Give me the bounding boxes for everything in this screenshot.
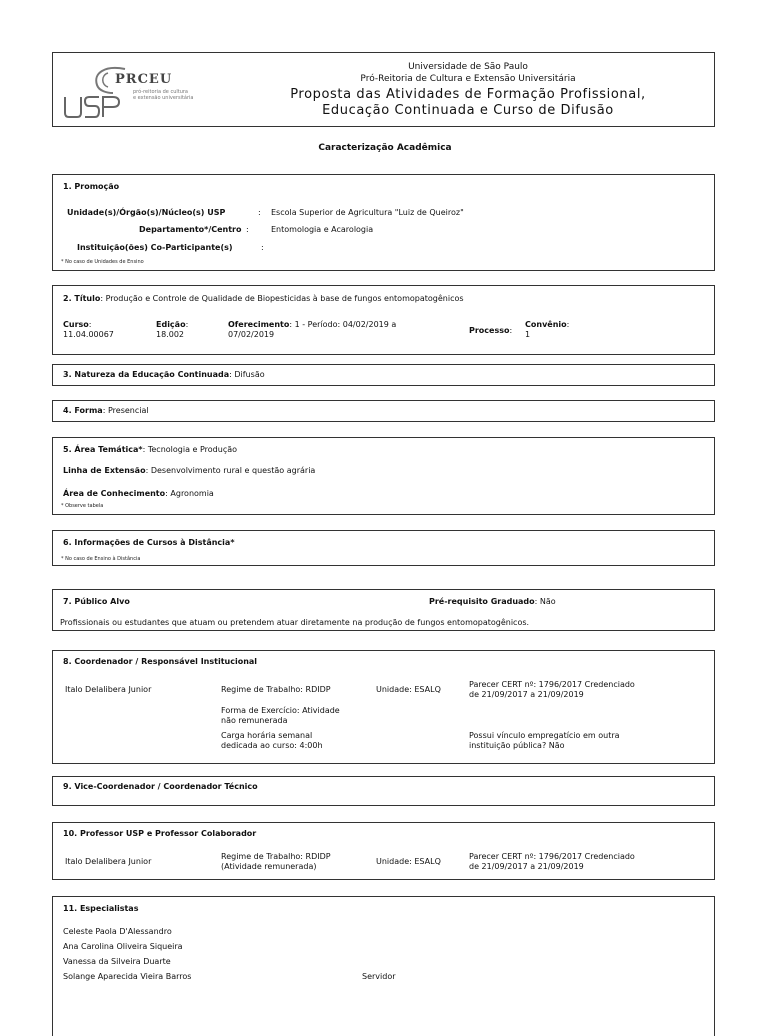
colon: : xyxy=(246,225,249,234)
vinculo-line2: instituição pública? Não xyxy=(469,741,565,750)
natureza-label: 3. Natureza da Educação Continuada xyxy=(63,370,230,379)
titulo-label: 2. Título xyxy=(63,294,101,303)
publico-text: Profissionais ou estudantes que atuam ou pretendem atuar diretamente na produção de fungos entomopatogênicos. xyxy=(60,618,530,627)
natureza-value: Difusão xyxy=(234,370,265,379)
header-box xyxy=(52,52,715,127)
convenio-field: Convênio: xyxy=(525,320,570,329)
document-title-line1: Proposta das Atividades de Formação Profissional, xyxy=(290,87,646,102)
forma-value: Presencial xyxy=(107,406,149,415)
conhecimento-label: Área de Conhecimento xyxy=(63,489,166,498)
titulo-line: 2. Título: Produção e Controle de Qualidade de Biopesticidas à base de fungos entomopatogênicos xyxy=(63,294,464,303)
titulo-value: Produção e Controle de Qualidade de Biopesticidas à base de fungos entomopatogênicos xyxy=(105,294,464,303)
section-vice-coordenador xyxy=(52,776,715,806)
university-name: Universidade de São Paulo xyxy=(408,62,528,72)
unidade: Unidade: ESALQ xyxy=(376,685,441,694)
forma-line: 4. Forma: Presencial xyxy=(63,406,149,415)
prereq-label: Pré-requisito Graduado xyxy=(429,597,535,606)
especialista-name: Solange Aparecida Vieira Barros xyxy=(63,972,192,981)
section-professor xyxy=(52,822,715,880)
edicao-label: Edição xyxy=(156,320,186,329)
professor-name: Italo Delalibera Junior xyxy=(65,857,152,866)
carga-horaria-line1: Carga horária semanal xyxy=(221,731,313,740)
section-natureza xyxy=(52,364,715,386)
departamento-value: Entomologia e Acarologia xyxy=(271,225,374,234)
especialista-name: Ana Carolina Oliveira Siqueira xyxy=(63,942,183,951)
section-promocao xyxy=(52,174,715,271)
logo-subtitle-1: pró-reitoria de cultura xyxy=(133,89,188,95)
regime-line1: Regime de Trabalho: RDIDP xyxy=(221,852,331,861)
parecer-line2: de 21/09/2017 a 21/09/2019 xyxy=(469,862,584,871)
conhecimento-line: Área de Conhecimento: Agronomia xyxy=(63,489,214,498)
logo-subtitle-2: e extensão universitária xyxy=(133,95,194,101)
section-especialistas xyxy=(52,896,715,1036)
conhecimento-value: Agronomia xyxy=(170,489,214,498)
edicao-field: Edição: xyxy=(156,320,189,329)
departamento-label: Departamento*/Centro xyxy=(139,225,242,234)
vinculo-line1: Possui vínculo empregatício em outra xyxy=(469,731,620,740)
footnote: * Observe tabela xyxy=(61,503,104,509)
prceu-logo xyxy=(63,59,233,121)
linha-line: Linha de Extensão: Desenvolvimento rural e questão agrária xyxy=(63,466,316,475)
prereq-value: Não xyxy=(539,597,556,606)
footnote: * No caso de Unidades de Ensino xyxy=(61,259,144,265)
linha-label: Linha de Extensão xyxy=(63,466,146,475)
section-title: 8. Coordenador / Responsável Institucional xyxy=(63,657,258,666)
linha-value: Desenvolvimento rural e questão agrária xyxy=(150,466,316,475)
unidade: Unidade: ESALQ xyxy=(376,857,441,866)
page-heading: Caracterização Acadêmica xyxy=(318,143,452,153)
coordenador-name: Italo Delalibera Junior xyxy=(65,685,152,694)
natureza-line: 3. Natureza da Educação Continuada: Difusão xyxy=(63,370,265,379)
forma-exercicio-line2: não remunerada xyxy=(221,716,288,725)
footnote: * No caso de Ensino à Distância xyxy=(61,556,141,562)
colon: : xyxy=(258,208,261,217)
section-forma xyxy=(52,400,715,422)
regime-line2: (Atividade remunerada) xyxy=(221,862,317,871)
section-publico-alvo xyxy=(52,589,715,631)
processo-field: Processo: xyxy=(469,326,513,335)
carga-horaria-line2: dedicada ao curso: 4:00h xyxy=(221,741,323,750)
unidade-label: Unidade(s)/Órgão(s)/Núcleo(s) USP xyxy=(67,208,226,217)
parecer-line2: de 21/09/2017 a 21/09/2019 xyxy=(469,690,584,699)
section-title: 1. Promoção xyxy=(63,182,120,191)
forma-label: 4. Forma xyxy=(63,406,103,415)
especialista-name: Celeste Paola D'Alessandro xyxy=(63,927,172,936)
section-coordenador xyxy=(52,650,715,764)
section-title: 7. Público Alvo xyxy=(63,597,130,606)
parecer-line1: Parecer CERT nº: 1796/2017 Credenciado xyxy=(469,852,635,861)
logo-text: PRCEU xyxy=(115,72,173,87)
processo-label: Processo xyxy=(469,326,510,335)
forma-exercicio-line1: Forma de Exercício: Atividade xyxy=(221,706,340,715)
curso-value: 11.04.00067 xyxy=(63,330,114,339)
oferecimento-value-line2: 07/02/2019 xyxy=(228,330,275,339)
section-area-tematica xyxy=(52,437,715,515)
edicao-value: 18.002 xyxy=(156,330,184,339)
instituicao-label: Instituição(ões) Co-Participante(s) xyxy=(77,243,233,252)
pro-rectorate-name: Pró-Reitoria de Cultura e Extensão Universitária xyxy=(360,74,576,84)
oferecimento-value: 1 - Período: 04/02/2019 a xyxy=(294,320,397,329)
especialista-name: Vanessa da Silveira Duarte xyxy=(63,957,171,966)
unidade-value: Escola Superior de Agricultura "Luiz de Queiroz" xyxy=(271,208,464,217)
colon: : xyxy=(261,243,264,252)
section-title: 11. Especialistas xyxy=(63,904,139,913)
document-title-line2: Educação Continuada e Curso de Difusão xyxy=(322,103,614,118)
prereq-line: Pré-requisito Graduado: Não xyxy=(429,597,556,606)
regime-trabalho: Regime de Trabalho: RDIDP xyxy=(221,685,331,694)
section-title: 9. Vice-Coordenador / Coordenador Técnico xyxy=(63,782,258,791)
curso-label: Curso xyxy=(63,320,89,329)
section-title: 6. Informações de Cursos à Distância* xyxy=(63,538,235,547)
parecer-line1: Parecer CERT nº: 1796/2017 Credenciado xyxy=(469,680,635,689)
section-title: 10. Professor USP e Professor Colaborador xyxy=(63,829,257,838)
curso-field: Curso: xyxy=(63,320,92,329)
oferecimento-field: Oferecimento: 1 - Período: 04/02/2019 a xyxy=(228,320,397,329)
especialista-role: Servidor xyxy=(362,972,396,981)
area-value: Tecnologia e Produção xyxy=(147,445,238,454)
convenio-label: Convênio xyxy=(525,320,567,329)
header-titles xyxy=(238,62,698,124)
area-line: 5. Área Temática*: Tecnologia e Produção xyxy=(63,445,238,454)
section-titulo xyxy=(52,285,715,355)
convenio-value: 1 xyxy=(525,330,531,339)
oferecimento-label: Oferecimento xyxy=(228,320,290,329)
section-distancia xyxy=(52,530,715,566)
area-label: 5. Área Temática* xyxy=(63,445,143,454)
